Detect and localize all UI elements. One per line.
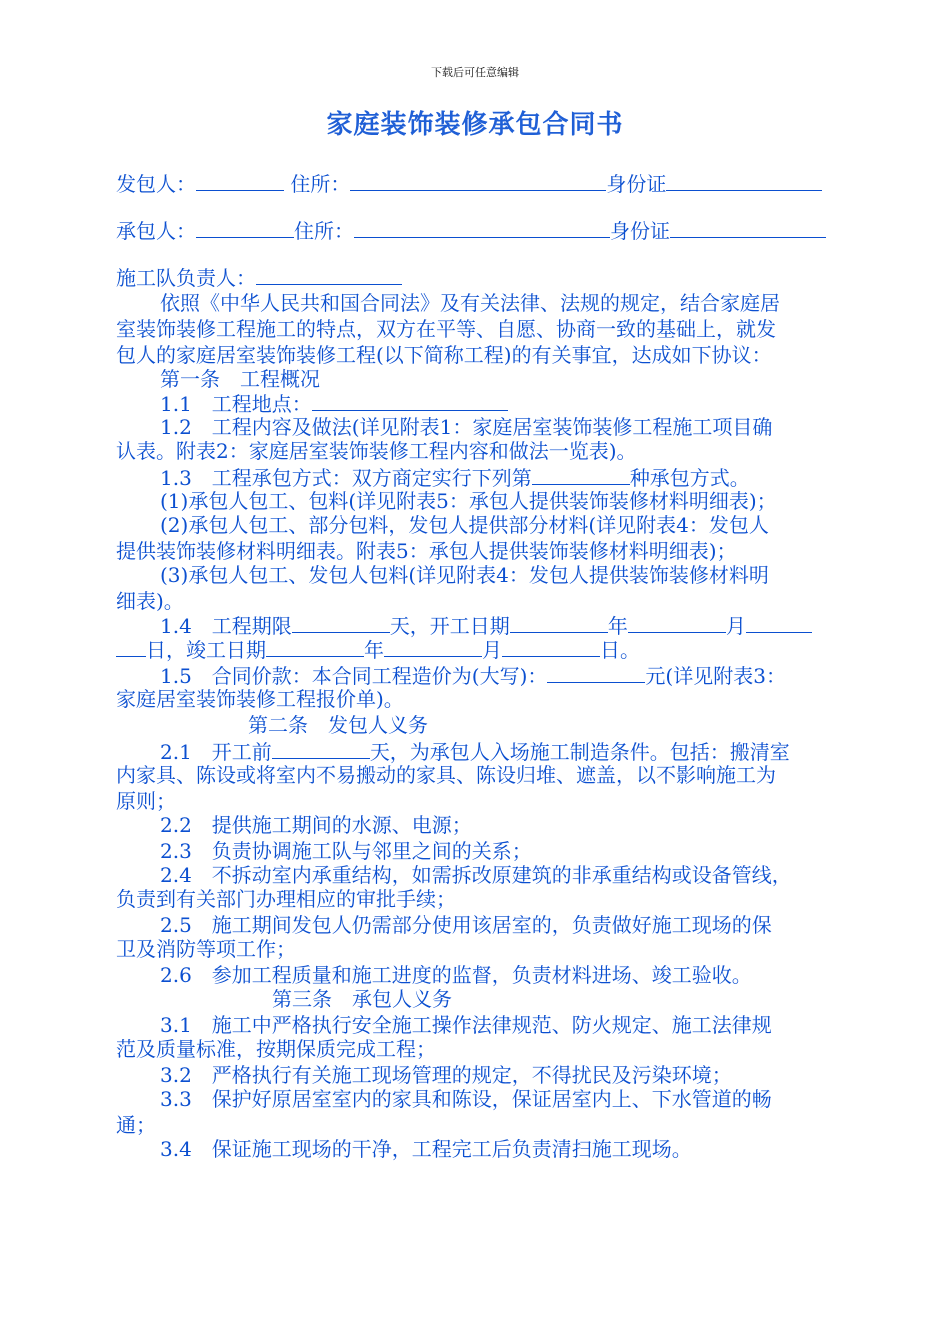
start-year-blank[interactable] [510,612,608,633]
item-2-6: 2.6 参加工程质量和施工进度的监督，负责材料进场、竣工验收。 [160,963,752,987]
employer-address-label: 住所： [284,172,351,196]
contractor-blank[interactable] [196,217,294,238]
site-address-blank[interactable] [312,390,508,411]
item-1-4-text-e: 日，竣工日期 [146,638,266,662]
item-1-1 [116,390,900,417]
item-1-3 [116,464,900,491]
item-2-5-line-1: 2.5 施工期间发包人仍需部分使用该居室的，负责做好施工现场的保 [160,913,772,937]
team-leader-blank[interactable] [256,264,402,285]
item-1-5-text-b: 元(详见附表3： [645,664,786,688]
contractor-id-label: 身份证 [610,219,670,243]
item-1-4-text-c: 年 [607,614,628,638]
item-2-1-text-a: 2.1 开工前 [160,740,272,764]
item-1-3-text-a: 1.3 工程承包方式：双方商定实行下列第 [160,466,532,490]
article2-heading: 第二条 发包人义务 [248,713,428,737]
item-3-3-line-2: 通； [116,1113,156,1137]
employer-id-label: 身份证 [606,172,667,196]
item-1-4-text-d: 月 [725,614,746,638]
item-2-5-line-2: 卫及消防等项工作； [116,937,296,961]
option-2-line-2: 提供装饰装修材料明细表。附表5：承包人提供装饰装修材料明细表)； [116,539,737,563]
option-2-line-1: (2)承包人包工、部分包料，发包人提供部分材料(详见附表4：发包人 [160,513,769,537]
article1-heading: 第一条 工程概况 [160,367,320,391]
intro-line-3: 包人的家庭居室装饰装修工程(以下简称工程)的有关事宜，达成如下协议： [116,343,772,367]
end-day-blank[interactable] [502,636,600,657]
document-title: 家庭装饰装修承包合同书 [326,110,624,140]
item-3-3-line-1: 3.3 保护好原居室室内的家具和陈设，保证居室内上、下水管道的畅 [160,1087,772,1111]
item-2-3: 2.3 负责协调施工队与邻里之间的关系； [160,839,532,863]
prep-days-blank[interactable] [272,738,370,759]
item-1-2-line-1: 1.2 工程内容及做法(详见附表1：家庭居室装饰装修工程施工项目确 [160,415,773,439]
item-1-3-text-b: 种承包方式。 [629,466,750,490]
option-3-line-2: 细表)。 [116,589,184,613]
employer-line [116,170,856,197]
contractor-line [116,217,856,244]
item-1-4-text-f: 年 [364,638,384,662]
item-2-1-text-b: 天，为承包人入场施工制造条件。包括：搬清室 [369,740,790,764]
contractor-address-blank[interactable] [354,217,610,238]
article3-heading: 第三条 承包人义务 [272,987,452,1011]
contractor-address-label: 住所： [294,219,354,243]
item-1-4-line-1 [116,612,900,639]
item-1-4-text-a: 1.4 工程期限 [160,614,292,638]
item-2-1-line-2: 内家具、陈设或将室内不易搬动的家具、陈设归堆、遮盖，以不影响施工为 [116,763,776,787]
item-2-1-line-1 [116,738,900,765]
team-leader-label: 施工队负责人： [116,266,256,290]
item-1-5-text-a: 1.5 合同价款：本合同工程造价为(大写)： [160,664,548,688]
item-3-1-line-1: 3.1 施工中严格执行安全施工操作法律规范、防火规定、施工法律规 [160,1013,772,1037]
item-1-5-line-2: 家庭居室装饰装修工程报价单)。 [116,687,404,711]
employer-blank[interactable] [196,170,284,191]
header-note: 下载后可任意编辑 [431,66,519,79]
start-month-blank[interactable] [628,612,726,633]
item-2-4-line-1: 2.4 不拆动室内承重结构，如需拆改原建筑的非承重结构或设备管线， [160,863,792,887]
intro-line-2: 室装饰装修工程施工的特点，双方在平等、自愿、协商一致的基础上，就发 [116,317,776,341]
item-3-4: 3.4 保证施工现场的干净，工程完工后负责清扫施工现场。 [160,1137,692,1161]
end-year-blank[interactable] [266,636,364,657]
duration-days-blank[interactable] [292,612,390,633]
item-2-1-line-3: 原则； [116,789,176,813]
item-1-4-line-2 [116,636,856,663]
item-1-4-text-g: 月 [482,638,502,662]
item-1-4-text-h: 日。 [600,638,640,662]
start-day-blank-b[interactable] [116,636,146,657]
intro-line-1: 依照《中华人民共和国合同法》及有关法律、法规的规定，结合家庭居 [160,291,780,315]
team-leader-line [116,264,856,291]
item-3-2: 3.2 严格执行有关施工现场管理的规定，不得扰民及污染环境； [160,1063,732,1087]
item-1-4-text-b: 天，开工日期 [389,614,510,638]
item-1-1-text: 1.1 工程地点： [160,392,312,416]
item-1-5-line-1 [116,662,900,689]
end-month-blank[interactable] [384,636,482,657]
employer-address-blank[interactable] [350,170,606,191]
contractor-id-blank[interactable] [670,217,826,238]
employer-id-blank[interactable] [666,170,822,191]
start-day-blank-a[interactable] [746,612,812,633]
option-3-line-1: (3)承包人包工、发包人包料(详见附表4：发包人提供装饰装修材料明 [160,563,769,587]
item-2-2: 2.2 提供施工期间的水源、电源； [160,813,472,837]
contractor-label: 承包人： [116,219,196,243]
option-1: (1)承包人包工、包料(详见附表5：承包人提供装饰装修材料明细表)； [160,489,777,513]
employer-label: 发包人： [116,172,196,196]
item-2-4-line-2: 负责到有关部门办理相应的审批手续； [116,887,456,911]
item-1-2-line-2: 认表。附表2：家庭居室装饰装修工程内容和做法一览表)。 [116,439,637,463]
contract-price-blank[interactable] [547,662,645,683]
contract-mode-blank[interactable] [532,464,630,485]
item-3-1-line-2: 范及质量标准，按期保质完成工程； [116,1037,436,1061]
